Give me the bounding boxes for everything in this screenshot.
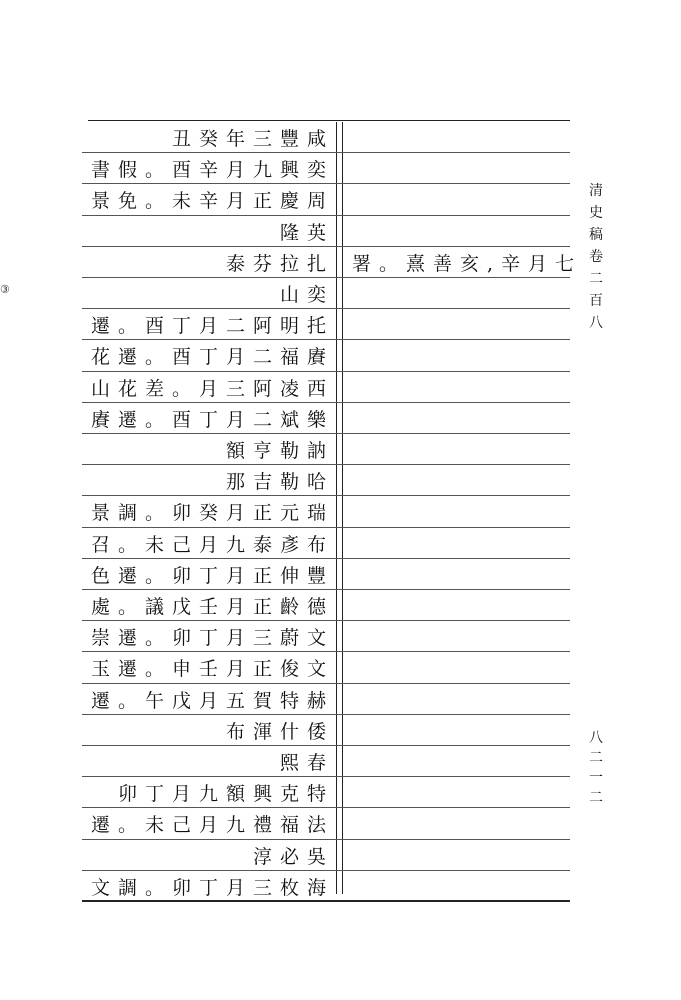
row-right-entry: 署。熹善亥,辛月七 <box>352 252 583 275</box>
page-number: 八二一二 <box>589 730 603 806</box>
table-row <box>82 277 570 309</box>
table-row <box>82 215 570 247</box>
row-left-entry: 處。議戊壬月正齡德 <box>90 596 334 618</box>
table-row <box>82 371 570 403</box>
row-left-entry: 熙春 <box>279 752 334 774</box>
table-bottom-rule <box>82 900 570 902</box>
row-left-entry: 丑癸年三豐咸 <box>171 128 334 150</box>
row-left-entry: 泰芬拉扎 <box>225 252 334 275</box>
row-left-entry: 景調。卯癸月正元瑞 <box>90 502 334 525</box>
table-row <box>82 495 570 527</box>
row-left-entry: 遷。酉丁月二阿明托 <box>90 315 334 338</box>
table-row <box>82 807 570 839</box>
table-row <box>82 745 570 777</box>
table-row <box>82 339 570 371</box>
row-left-entry: 布渾什倭 <box>225 720 334 743</box>
table-row <box>82 839 570 871</box>
table-row <box>82 620 570 652</box>
table-row <box>82 527 570 559</box>
row-left-entry: 賡遷。酉丁月二斌樂 <box>90 408 334 431</box>
margin-mark: ③ <box>0 283 10 296</box>
table-row <box>82 308 570 340</box>
table-row <box>82 776 570 808</box>
table-row <box>82 433 570 465</box>
side-title: 清史稿卷二百八 <box>589 183 603 331</box>
row-left-entry: 書假。酉辛月九興奕 <box>90 159 334 182</box>
row-left-entry: 那吉勒哈 <box>225 471 334 494</box>
row-left-entry: 卯丁月九額興克特 <box>117 783 334 806</box>
table-row <box>82 183 570 215</box>
row-left-entry: 色遷。卯丁月正伸豐 <box>90 564 334 587</box>
row-left-entry: 文調。卯丁月三枚海 <box>90 876 334 899</box>
row-left-entry: 玉遷。申壬月正俊文 <box>90 658 334 681</box>
table-row <box>82 870 570 902</box>
row-left-entry: 山奕 <box>279 284 334 306</box>
row-left-entry: 花遷。酉丁月二福賡 <box>90 346 334 369</box>
table-row <box>82 121 570 153</box>
table-row <box>82 714 570 746</box>
row-left-entry: 景免。未辛月正慶周 <box>90 190 334 213</box>
row-left-entry: 山花差。月三阿凌西 <box>90 377 334 400</box>
table-row <box>82 683 570 715</box>
row-left-entry: 額亨勒訥 <box>225 440 334 462</box>
row-left-entry: 召。未己月九泰彥布 <box>90 533 334 556</box>
row-left-entry: 遷。午戊月五賀特赫 <box>90 689 334 712</box>
row-left-entry: 淳必吳 <box>252 845 334 868</box>
table-row <box>82 558 570 590</box>
table-row <box>82 152 570 184</box>
table-row <box>82 246 583 278</box>
table-row <box>82 464 570 496</box>
table-row <box>82 651 570 683</box>
table-row <box>82 402 570 434</box>
row-left-entry: 隆英 <box>279 221 334 244</box>
row-left-entry: 崇遷。卯丁月三蔚文 <box>90 627 334 650</box>
table-row <box>82 589 570 621</box>
row-left-entry: 遷。未己月九禮福法 <box>90 814 334 837</box>
